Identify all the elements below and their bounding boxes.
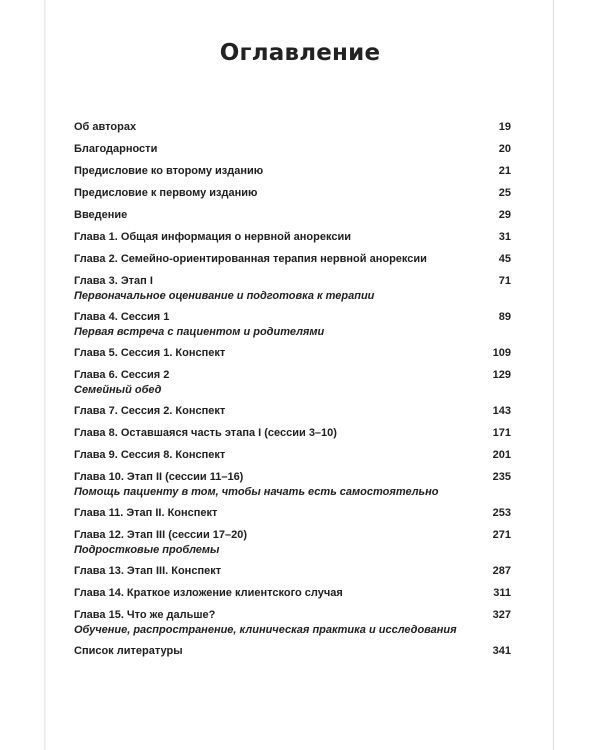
toc-row bbox=[74, 583, 511, 603]
toc-row bbox=[74, 365, 511, 385]
toc-page-number: 20 bbox=[498, 143, 511, 155]
toc-entry-subtitle: Помощь пациенту в том, чтобы начать есть самостоятельно bbox=[74, 486, 439, 498]
toc-entry bbox=[74, 227, 511, 247]
toc-entry bbox=[74, 423, 511, 443]
toc-page-number: 311 bbox=[493, 587, 511, 599]
toc-page-number: 171 bbox=[492, 427, 511, 439]
toc-entry-title: Благодарности bbox=[74, 143, 158, 155]
toc-row bbox=[74, 205, 511, 225]
toc-row bbox=[74, 525, 511, 545]
toc-entry bbox=[74, 307, 511, 341]
toc-entry-title: Глава 11. Этап II. Конспект bbox=[74, 507, 218, 519]
toc-entry bbox=[74, 467, 511, 501]
page-left-edge bbox=[44, 0, 46, 750]
toc-entry bbox=[74, 249, 511, 269]
toc-page-number: 19 bbox=[498, 121, 511, 133]
toc-row bbox=[74, 561, 511, 581]
toc-page-number: 109 bbox=[492, 347, 511, 359]
toc-row bbox=[74, 271, 511, 291]
toc-row bbox=[74, 227, 511, 247]
page-right-edge bbox=[553, 0, 554, 750]
toc-page-number: 327 bbox=[492, 609, 511, 621]
toc-entry bbox=[74, 401, 511, 421]
toc-entry bbox=[74, 139, 511, 159]
toc-row bbox=[74, 117, 511, 137]
toc-page-number: 235 bbox=[492, 471, 511, 483]
toc-entry-title: Глава 13. Этап III. Конспект bbox=[74, 565, 222, 577]
toc-page-number: 271 bbox=[492, 529, 511, 541]
toc-entry bbox=[74, 641, 511, 661]
toc-entry-title: Глава 7. Сессия 2. Конспект bbox=[74, 405, 226, 417]
toc-entry bbox=[74, 161, 511, 181]
toc-entry bbox=[74, 525, 511, 559]
toc-entry-subtitle: Первая встреча с пациентом и родителями bbox=[74, 326, 325, 338]
toc-entry bbox=[74, 583, 511, 603]
toc-entry bbox=[74, 183, 511, 203]
toc-entry-title: Глава 1. Общая информация о нервной анорексии bbox=[74, 231, 351, 243]
toc-entry-title: Глава 2. Семейно-ориентированная терапия нервной анорексии bbox=[74, 253, 427, 265]
toc-row bbox=[74, 343, 511, 363]
table-of-contents bbox=[74, 117, 511, 663]
toc-page-number: 25 bbox=[498, 187, 511, 199]
toc-entry-title: Глава 8. Оставшаяся часть этапа I (сессии 3–10) bbox=[74, 427, 337, 439]
toc-row bbox=[74, 445, 511, 465]
toc-entry bbox=[74, 445, 511, 465]
toc-entry-title: Об авторах bbox=[74, 121, 137, 133]
toc-page-number: 31 bbox=[498, 231, 511, 243]
toc-entry-title: Глава 14. Краткое изложение клиентского случая bbox=[74, 587, 343, 599]
toc-entry-title: Глава 12. Этап III (сессии 17–20) bbox=[74, 529, 248, 541]
toc-entry-title: Глава 4. Сессия 1 bbox=[74, 311, 170, 323]
toc-page-number: 143 bbox=[492, 405, 511, 417]
toc-entry-title: Глава 6. Сессия 2 bbox=[74, 369, 170, 381]
toc-row bbox=[74, 605, 511, 625]
toc-page-number: 129 bbox=[492, 369, 511, 381]
toc-entry-title: Предисловие ко второму изданию bbox=[74, 165, 264, 177]
toc-entry bbox=[74, 271, 511, 305]
toc-page-number: 71 bbox=[498, 275, 511, 287]
toc-row bbox=[74, 183, 511, 203]
toc-row bbox=[74, 401, 511, 421]
toc-entry bbox=[74, 343, 511, 363]
toc-page-number: 341 bbox=[492, 645, 511, 657]
toc-page-number: 29 bbox=[498, 209, 511, 221]
toc-entry-title: Глава 9. Сессия 8. Конспект bbox=[74, 449, 226, 461]
toc-entry bbox=[74, 365, 511, 399]
toc-page-number: 21 bbox=[498, 165, 511, 177]
toc-entry-title: Глава 5. Сессия 1. Конспект bbox=[74, 347, 226, 359]
toc-entry-title: Введение bbox=[74, 209, 128, 221]
toc-entry-subtitle: Подростковые проблемы bbox=[74, 544, 220, 556]
toc-entry-title: Глава 10. Этап II (сессии 11–16) bbox=[74, 471, 244, 483]
toc-page-number: 201 bbox=[492, 449, 511, 461]
toc-entry bbox=[74, 561, 511, 581]
toc-page-number: 45 bbox=[498, 253, 511, 265]
toc-row bbox=[74, 423, 511, 443]
toc-page-number: 287 bbox=[492, 565, 511, 577]
toc-row bbox=[74, 161, 511, 181]
toc-page-number: 253 bbox=[492, 507, 511, 519]
toc-row bbox=[74, 307, 511, 327]
toc-row bbox=[74, 467, 511, 487]
toc-entry-title: Глава 3. Этап I bbox=[74, 275, 153, 287]
toc-entry-subtitle: Обучение, распространение, клиническая практика и исследования bbox=[74, 624, 457, 636]
toc-entry bbox=[74, 503, 511, 523]
toc-entry-title: Предисловие к первому изданию bbox=[74, 187, 258, 199]
toc-entry-title: Список литературы bbox=[74, 645, 183, 657]
toc-row bbox=[74, 249, 511, 269]
toc-row bbox=[74, 641, 511, 661]
toc-entry bbox=[74, 205, 511, 225]
toc-page-number: 89 bbox=[498, 311, 511, 323]
toc-entry bbox=[74, 117, 511, 137]
toc-row bbox=[74, 139, 511, 159]
toc-entry-subtitle: Семейный обед bbox=[74, 384, 162, 396]
toc-row bbox=[74, 503, 511, 523]
toc-entry-title: Глава 15. Что же дальше? bbox=[74, 609, 216, 621]
toc-entry-subtitle: Первоначальное оценивание и подготовка к терапии bbox=[74, 290, 375, 302]
page-title: Оглавление bbox=[219, 40, 381, 66]
toc-entry bbox=[74, 605, 511, 639]
